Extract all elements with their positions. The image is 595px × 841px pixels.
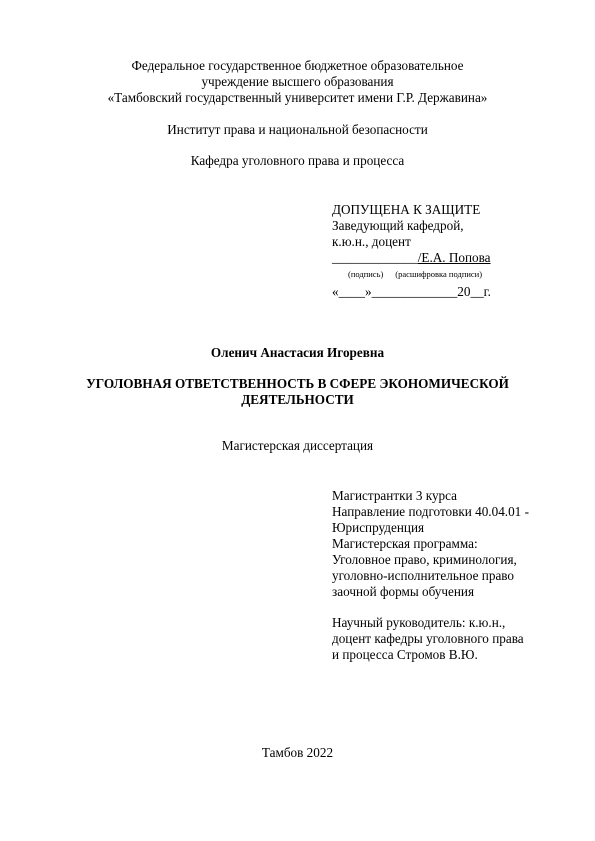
supervisor-info [332, 615, 524, 663]
thesis-title-line-1: УГОЛОВНАЯ ОТВЕТСТВЕННОСТЬ В СФЕРЕ ЭКОНОМИЧЕСКОЙ [86, 376, 509, 391]
approval-title: ДОПУЩЕНА К ЗАЩИТЕ [332, 202, 481, 217]
date-line: «____»_____________20__г. [332, 284, 491, 299]
caption-signature: (подпись) [348, 269, 384, 279]
department-name: Кафедра уголовного права и процесса [190, 153, 405, 168]
supervisor-line: Научный руководитель: к.ю.н., [332, 615, 506, 630]
header-line-2: учреждение высшего образования [201, 74, 394, 89]
student-info-line: Магистрантки 3 курса [332, 488, 458, 503]
signature-name: /Е.А. Попова [417, 250, 491, 265]
student-info-line: Направление подготовки 40.04.01 - [332, 504, 529, 519]
institute-name: Институт права и национальной безопасности [167, 122, 428, 137]
supervisor-line: доцент кафедры уголовного права [332, 631, 524, 646]
student-info-line: Магистерская программа: [332, 536, 478, 551]
approval-role: Заведующий кафедрой, [332, 218, 464, 233]
approval-degree: к.ю.н., доцент [332, 234, 411, 249]
signature-line [332, 250, 491, 266]
signature-blank: _____________ [332, 250, 418, 265]
student-info-line: уголовно-исполнительное право [332, 568, 515, 583]
supervisor-line: и процесса Стромов В.Ю. [332, 647, 478, 662]
student-info [332, 488, 529, 600]
university-name: «Тамбовский государственный университет имени Г.Р. Державина» [107, 90, 488, 105]
thesis-title-line-2: ДЕЯТЕЛЬНОСТИ [241, 392, 354, 407]
caption-decode: (расшифровка подписи) [395, 269, 483, 279]
student-info-line: Юриспруденция [332, 520, 425, 535]
author-name: Оленич Анастасия Игоревна [210, 345, 385, 360]
signature-captions [332, 266, 491, 282]
work-type: Магистерская диссертация [221, 438, 374, 453]
student-info-line: Уголовное право, криминология, [332, 552, 517, 567]
student-info-line: заочной формы обучения [332, 584, 475, 599]
city-year: Тамбов 2022 [261, 745, 334, 760]
header-line-1: Федеральное государственное бюджетное образовательное [131, 58, 464, 73]
approval-block [332, 202, 491, 300]
